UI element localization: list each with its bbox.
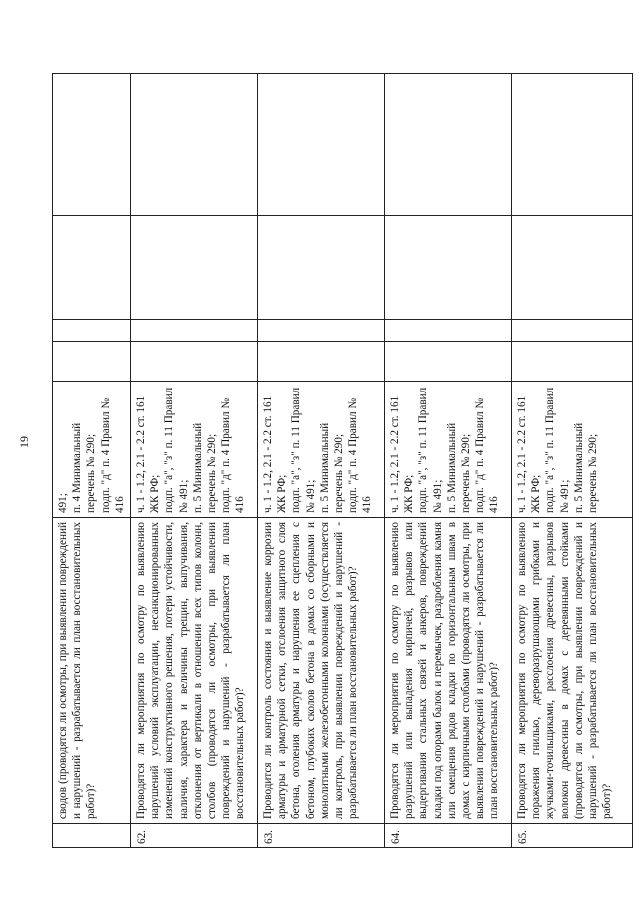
table-row [512, 74, 633, 848]
ref-line: п. 5 Минимальный перечень № 290; [191, 422, 219, 513]
ref-line: подп. "а", "з" п. 11 Правил № 491; [163, 387, 190, 513]
question-cell: сводов (проводятся ли осмотры, при выявлении повреждений и нарушений - разрабатывается ли план восстановительных работ)? [53, 518, 131, 824]
ref-line: ч. 1 - 1.2, 2.1 - 2.2 ст. 161 ЖК РФ; [135, 395, 162, 513]
ref-line: подп. "а", "з" п. 11 Правил № 491; [290, 387, 317, 513]
row-number: 64. [385, 824, 512, 848]
answer-cell [258, 342, 385, 382]
table-container [52, 74, 614, 848]
refs-cell [53, 382, 131, 518]
answer-cell [131, 320, 258, 342]
row-number [53, 824, 131, 848]
answer-cell [131, 74, 258, 216]
table-row [53, 74, 131, 848]
answer-cell [512, 342, 633, 382]
answer-cell [131, 342, 258, 382]
answer-cell [53, 74, 131, 216]
answer-cell [385, 320, 512, 342]
refs-cell [385, 382, 512, 518]
ref-line: ч. 1 - 1.2, 2.1 - 2.2 ст. 161 ЖК РФ; [516, 395, 543, 513]
question-cell: Проводятся ли мероприятия по осмотру по выявлению разрушений или выпадения кирпичей, разрывов или выдергивания стальных связей и анкеров, повреждений кладки под опорами балок и перемычек, раздробления камня или смещения рядов кладки по горизонтальным швам в домах с кирпичными столбами (проводятся ли осмотры, при выявлении повреждений и нарушений - разрабатывается ли план восстановительных работ)? [385, 518, 512, 824]
answer-cell [385, 74, 512, 216]
ref-line: подп. "а", "з" п. 11 Правил № 491; [417, 387, 444, 513]
ref-line: подп. "д" п. 4 Правил № 416 [220, 397, 247, 513]
answer-cell [258, 320, 385, 342]
ref-line: ч. 1 - 1.2, 2.1 - 2.2 ст. 161 ЖК РФ; [262, 395, 289, 513]
refs-cell [512, 382, 633, 518]
requirements-table [52, 73, 633, 848]
answer-cell [385, 216, 512, 320]
ref-line: 491; [57, 493, 69, 513]
ref-line: п. 4 Минимальный перечень № 290; [71, 422, 98, 513]
table-row [258, 74, 385, 848]
answer-cell [53, 320, 131, 342]
question-cell: Проводятся ли мероприятия по осмотру по выявлению поражения гнилью, дереворазрушающими грибками и жучками-точильщиками, расслоения древесины, разрывов волокон древесины в домах с деревянными стойками (проводятся ли осмотры, при выявлении повреждений и нарушений - разрабатывается ли план восстановительных работ)? [512, 518, 633, 824]
ref-line: подп. "д" п. 4 Правил № 416 [474, 397, 501, 513]
answer-cell [512, 74, 633, 216]
answer-cell [512, 320, 633, 342]
answer-cell [258, 216, 385, 320]
ref-line: подп. "а", "з" п. 11 Правил № 491; [544, 387, 571, 513]
ref-line: подп. "д" п. 4 Правил № 416 [99, 397, 126, 513]
ref-line: подп. "д" п. 4 Правил № 416 [347, 397, 374, 513]
answer-cell [53, 216, 131, 320]
ref-line: п. 5 Минимальный перечень № 290; [318, 422, 346, 513]
question-cell: Проводятся ли мероприятия по осмотру по выявлению нарушений условий эксплуатации, несанкционированных изменений конструктивного решения, потери устойчивости, наличия, характера и величины трещин, выпучивания, отклонения от вертикали в отношении всех типов колонн, столбов (проводятся ли осмотры, при выявлении повреждений и нарушений - разрабатывается ли план восстановительных работ)? [131, 518, 258, 824]
ref-line: ч. 1 - 1.2, 2.1 - 2.2 ст. 161 ЖК РФ; [389, 395, 416, 513]
answer-cell [131, 216, 258, 320]
table-row [385, 74, 512, 848]
ref-line: п. 5 Минимальный перечень № 290; [572, 422, 600, 513]
page-number: 19 [17, 436, 31, 448]
refs-cell [258, 382, 385, 518]
row-number: 63. [258, 824, 385, 848]
question-cell: Проводится ли контроль состояния и выявление коррозии арматуры и арматурной сетки, отслоения защитного слоя бетона, оголения арматуры и нарушения ее сцепления с бетоном, глубоких сколов бетона в домах со сборными и монолитными железобетонными колоннами (осуществляется ли контроль, при выявлении повреждений и нарушений - разрабатывается ли план восстановительных работ)? [258, 518, 385, 824]
ref-line: п. 5 Минимальный перечень № 290; [445, 422, 473, 513]
answer-cell [258, 74, 385, 216]
answer-cell [385, 342, 512, 382]
table-row [131, 74, 258, 848]
answer-cell [512, 216, 633, 320]
answer-cell [53, 342, 131, 382]
row-number: 65. [512, 824, 633, 848]
refs-cell [131, 382, 258, 518]
row-number: 62. [131, 824, 258, 848]
